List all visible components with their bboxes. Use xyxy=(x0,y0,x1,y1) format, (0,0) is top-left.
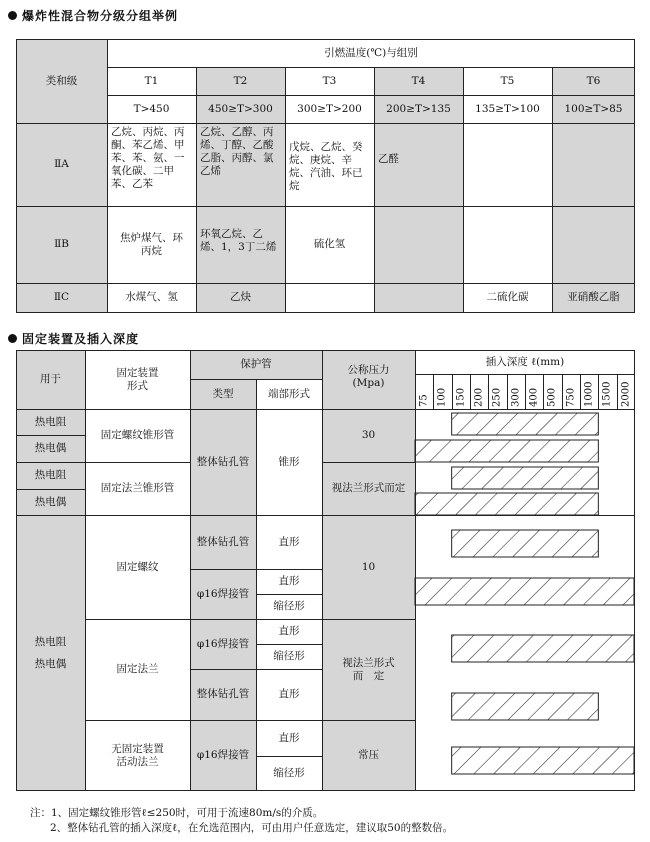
end-form: 缩径形 xyxy=(256,594,322,619)
tube-type: 整体钻孔管 xyxy=(190,669,256,720)
end-form: 缩径形 xyxy=(256,644,322,669)
header-end: 端部形式 xyxy=(256,379,322,409)
depth-tick-label: 500 xyxy=(546,387,558,407)
tube-type: 整体钻孔管 xyxy=(190,409,256,515)
mount-type: 固定法兰锥形管 xyxy=(85,462,190,515)
pressure-value: 视法兰形式 而 定 xyxy=(322,619,415,720)
depth-tick-label: 200 xyxy=(473,387,485,407)
group-range: T>450 xyxy=(107,95,196,123)
group-range: 450≥T>300 xyxy=(196,95,285,123)
tube-type: 整体钻孔管 xyxy=(190,515,256,569)
end-form: 锥形 xyxy=(256,409,322,515)
depth-tick-label: 300 xyxy=(510,387,522,407)
example-cell: 乙烷、乙醇、丙烯、丁醇、乙酸乙脂、丙醇、氯乙烯 xyxy=(196,123,285,206)
depth-range-bar xyxy=(452,530,599,557)
tube-type: φ16焊接管 xyxy=(190,569,256,619)
pressure-value: 常压 xyxy=(322,720,415,791)
group-range: 200≥T>135 xyxy=(374,95,463,123)
depth-tick-label: 150 xyxy=(455,387,467,407)
depth-range-bar xyxy=(452,635,634,662)
example-cell: 环氧乙烷、乙烯、1，3丁二烯 xyxy=(196,206,285,283)
header-pressure: 公称压力 (Mpa) xyxy=(322,350,415,409)
depth-tick-label: 75 xyxy=(418,394,430,407)
use-label: 热电阻 xyxy=(16,462,85,489)
end-form: 直形 xyxy=(256,619,322,644)
example-cell: 乙烷、丙烷、丙酮、苯乙烯、甲苯、苯、氨、一氧化碳、二甲苯、乙苯 xyxy=(107,123,196,206)
depth-tick-label: 250 xyxy=(491,387,503,407)
pressure-value: 10 xyxy=(322,515,415,619)
depth-tick-label: 1000 xyxy=(583,381,595,407)
header-protect: 保护管 xyxy=(190,350,322,379)
group-name: T1 xyxy=(107,67,196,95)
tube-type: φ16焊接管 xyxy=(190,720,256,791)
group-name: T3 xyxy=(285,67,374,95)
example-cell: 亚硝酸乙脂 xyxy=(552,283,635,312)
group-range: 135≥T>100 xyxy=(463,95,552,123)
note-line-1: 注：1、固定螺纹锥形管ℓ≤250时，可用于流速80m/s的介质。 xyxy=(30,807,324,819)
pressure-value: 视法兰形式而定 xyxy=(322,462,415,515)
class-label: ⅡB xyxy=(16,206,107,283)
header-depth: 插入深度 ℓ(mm) xyxy=(415,350,635,374)
note-line-2: 2、整体钻孔管的插入深度ℓ，在允选范围内，可由用户任意选定，建议取50的整数倍。 xyxy=(50,822,454,834)
example-cell: 二硫化碳 xyxy=(463,283,552,312)
depth-range-bar xyxy=(415,440,598,462)
group-name: T6 xyxy=(552,67,635,95)
mount-type: 固定法兰 xyxy=(85,619,190,720)
use-label: 热电偶 xyxy=(34,658,67,670)
depth-range-bar xyxy=(415,493,598,515)
depth-tick-label: 100 xyxy=(436,387,448,407)
depth-tick-label: 400 xyxy=(528,387,540,407)
header-class-level: 类和级 xyxy=(16,39,107,123)
group-name: T4 xyxy=(374,67,463,95)
group-name: T5 xyxy=(463,67,552,95)
depth-tick-label: 750 xyxy=(565,387,577,407)
header-type: 类型 xyxy=(190,379,256,409)
class-label: ⅡC xyxy=(16,283,107,312)
tube-type: φ16焊接管 xyxy=(190,619,256,669)
depth-tick-label: 2000 xyxy=(620,381,632,407)
use-label: 热电阻 xyxy=(16,409,85,435)
depth-range-bar xyxy=(452,413,599,435)
end-form: 缩径形 xyxy=(256,756,322,791)
end-form: 直形 xyxy=(256,669,322,720)
example-cell: 硫化氢 xyxy=(285,206,374,283)
end-form: 直形 xyxy=(256,515,322,569)
mount-type: 固定螺纹锥形管 xyxy=(85,409,190,462)
group-range: 300≥T>200 xyxy=(285,95,374,123)
depth-tick-label: 1500 xyxy=(601,381,613,407)
use-label: 热电阻 xyxy=(34,636,67,648)
section1-title: 爆炸性混合物分级分组举例 xyxy=(8,7,178,24)
use-label: 热电偶 xyxy=(16,489,85,515)
example-cell: 戊烷、乙烷、癸烷、庚烷、辛烷、汽油、环已烷 xyxy=(285,123,374,206)
mount-type: 无固定装置 活动法兰 xyxy=(85,720,190,791)
pressure-value: 30 xyxy=(322,409,415,462)
header-use: 用于 xyxy=(16,350,85,409)
example-cell: 焦炉煤气、环丙烷 xyxy=(107,206,196,283)
notes xyxy=(30,806,453,836)
use-label: 热电偶 xyxy=(16,435,85,462)
mount-type: 固定螺纹 xyxy=(85,515,190,619)
depth-range-bar xyxy=(452,467,599,489)
group-name: T2 xyxy=(196,67,285,95)
example-cell: 乙炔 xyxy=(196,283,285,312)
group-range: 100≥T>85 xyxy=(552,95,635,123)
section2-title: 固定装置及插入深度 xyxy=(8,330,139,347)
header-ignition: 引燃温度(℃)与组别 xyxy=(107,39,635,67)
depth-range-bar xyxy=(415,578,634,605)
example-cell: 乙醛 xyxy=(374,123,463,206)
depth-range-bar xyxy=(452,747,634,774)
header-mount: 固定装置 形式 xyxy=(85,350,190,409)
end-form: 直形 xyxy=(256,720,322,756)
example-cell: 水煤气、氢 xyxy=(107,283,196,312)
depth-range-bar xyxy=(452,693,599,720)
class-label: ⅡA xyxy=(16,123,107,206)
end-form: 直形 xyxy=(256,569,322,594)
